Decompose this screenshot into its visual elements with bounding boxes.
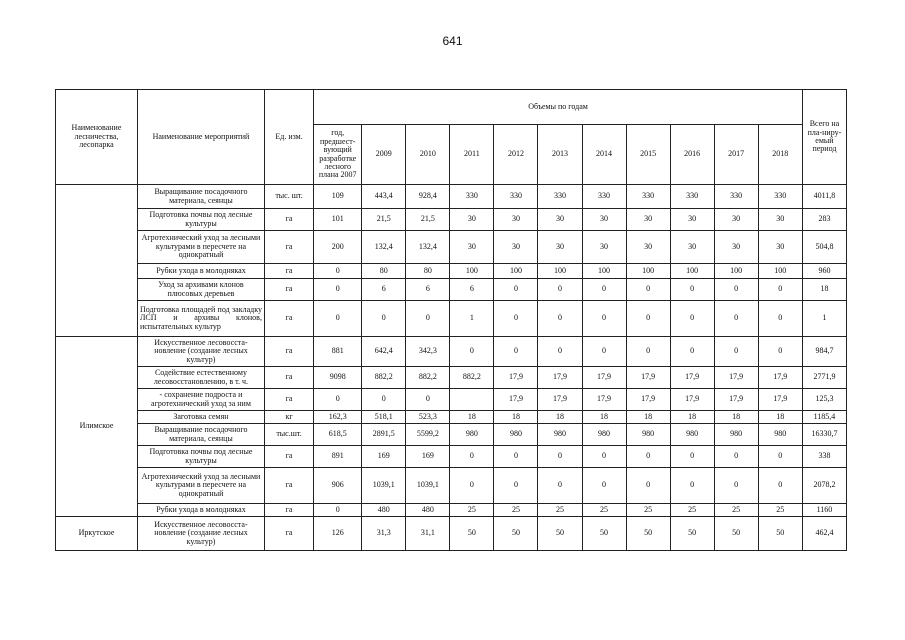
value-cell: 30 — [494, 209, 538, 231]
value-cell: 30 — [670, 231, 714, 264]
value-cell: 18 — [450, 411, 494, 424]
value-cell: 18 — [538, 411, 582, 424]
activity-name: Рубки ухода в молодняках — [137, 264, 264, 279]
value-cell: 518,1 — [362, 411, 406, 424]
table-row — [56, 424, 847, 446]
activity-name: Выращивание посадочного материала, сеянцы — [137, 185, 264, 209]
value-cell: 0 — [626, 446, 670, 468]
total-cell: 984,7 — [802, 337, 846, 367]
value-cell: 6 — [362, 279, 406, 301]
unit-cell: кг — [264, 411, 313, 424]
value-cell: 132,4 — [362, 231, 406, 264]
table-row — [56, 411, 847, 424]
activity-name: - сохранение подроста и агротехнический уход за ним — [137, 389, 264, 411]
value-cell: 330 — [450, 185, 494, 209]
value-cell: 30 — [626, 231, 670, 264]
value-cell: 330 — [494, 185, 538, 209]
value-cell: 0 — [670, 337, 714, 367]
header-volumes: Объемы по годам — [314, 90, 803, 125]
unit-cell: га — [264, 209, 313, 231]
total-cell: 4011,8 — [802, 185, 846, 209]
value-cell: 31,3 — [362, 517, 406, 551]
value-cell: 0 — [714, 337, 758, 367]
value-cell: 980 — [670, 424, 714, 446]
unit-cell: га — [264, 367, 313, 389]
table-row — [56, 279, 847, 301]
unit-cell: тыс.шт. — [264, 424, 313, 446]
table-row — [56, 468, 847, 504]
value-cell: 25 — [538, 504, 582, 517]
total-cell: 1185,4 — [802, 411, 846, 424]
total-cell: 338 — [802, 446, 846, 468]
value-cell: 126 — [314, 517, 362, 551]
value-cell: 0 — [670, 468, 714, 504]
value-cell: 80 — [362, 264, 406, 279]
value-cell: 17,9 — [494, 367, 538, 389]
header-activity: Наименование мероприятий — [137, 90, 264, 185]
unit-cell: тыс. шт. — [264, 185, 313, 209]
value-cell: 928,4 — [406, 185, 450, 209]
value-cell: 200 — [314, 231, 362, 264]
value-cell: 31,1 — [406, 517, 450, 551]
value-cell: 0 — [758, 279, 802, 301]
activity-name: Заготовка семян — [137, 411, 264, 424]
value-cell: 0 — [450, 446, 494, 468]
table-row — [56, 231, 847, 264]
total-cell: 16330,7 — [802, 424, 846, 446]
activity-name: Рубки ухода в молодняках — [137, 504, 264, 517]
value-cell: 0 — [670, 446, 714, 468]
table-row — [56, 301, 847, 337]
value-cell: 0 — [714, 468, 758, 504]
value-cell: 0 — [582, 446, 626, 468]
header-total: Всего на пла-ниру-емый период — [802, 90, 846, 185]
value-cell: 18 — [758, 411, 802, 424]
value-cell: 0 — [626, 337, 670, 367]
total-cell: 462,4 — [802, 517, 846, 551]
value-cell: 17,9 — [714, 367, 758, 389]
value-cell: 100 — [758, 264, 802, 279]
value-cell: 30 — [758, 231, 802, 264]
page-number: 641 — [442, 34, 463, 48]
forestry-name — [56, 185, 138, 337]
value-cell: 17,9 — [582, 389, 626, 411]
value-cell: 50 — [582, 517, 626, 551]
header-year: 2011 — [450, 125, 494, 185]
value-cell: 30 — [494, 231, 538, 264]
value-cell: 480 — [362, 504, 406, 517]
value-cell: 0 — [538, 337, 582, 367]
value-cell: 882,2 — [362, 367, 406, 389]
value-cell: 906 — [314, 468, 362, 504]
value-cell: 980 — [582, 424, 626, 446]
value-cell: 30 — [450, 231, 494, 264]
value-cell: 0 — [494, 337, 538, 367]
value-cell: 0 — [626, 279, 670, 301]
value-cell: 25 — [758, 504, 802, 517]
value-cell: 18 — [494, 411, 538, 424]
value-cell: 18 — [626, 411, 670, 424]
activity-name: Искусственное лесовосста-новление (создание лесных культур) — [137, 337, 264, 367]
value-cell: 30 — [626, 209, 670, 231]
activity-name: Агротехнический уход за лесными культурами в пересчете на однократный — [137, 468, 264, 504]
header-unit: Ед. изм. — [264, 90, 313, 185]
value-cell: 0 — [758, 468, 802, 504]
value-cell: 0 — [314, 504, 362, 517]
value-cell: 980 — [758, 424, 802, 446]
value-cell: 0 — [362, 301, 406, 337]
table-row — [56, 367, 847, 389]
value-cell: 100 — [450, 264, 494, 279]
header-year: 2012 — [494, 125, 538, 185]
value-cell: 0 — [626, 468, 670, 504]
value-cell: 0 — [582, 468, 626, 504]
value-cell: 30 — [450, 209, 494, 231]
value-cell: 891 — [314, 446, 362, 468]
value-cell: 0 — [538, 446, 582, 468]
value-cell: 5599,2 — [406, 424, 450, 446]
value-cell: 0 — [314, 264, 362, 279]
value-cell: 169 — [362, 446, 406, 468]
value-cell: 17,9 — [538, 389, 582, 411]
value-cell: 980 — [714, 424, 758, 446]
unit-cell: га — [264, 446, 313, 468]
total-cell: 18 — [802, 279, 846, 301]
value-cell: 50 — [714, 517, 758, 551]
value-cell: 980 — [626, 424, 670, 446]
value-cell: 0 — [314, 301, 362, 337]
value-cell: 980 — [494, 424, 538, 446]
value-cell: 0 — [626, 301, 670, 337]
value-cell: 30 — [582, 231, 626, 264]
value-cell: 21,5 — [362, 209, 406, 231]
total-cell: 2771,9 — [802, 367, 846, 389]
value-cell: 0 — [314, 279, 362, 301]
total-cell: 125,3 — [802, 389, 846, 411]
header-year: 2010 — [406, 125, 450, 185]
value-cell: 30 — [670, 209, 714, 231]
activity-name: Искусственное лесовосста-новление (создание лесных культур) — [137, 517, 264, 551]
value-cell: 0 — [670, 279, 714, 301]
value-cell: 330 — [626, 185, 670, 209]
value-cell: 100 — [714, 264, 758, 279]
value-cell: 330 — [538, 185, 582, 209]
value-cell: 0 — [714, 446, 758, 468]
value-cell: 2891,5 — [362, 424, 406, 446]
activity-name: Подготовка почвы под лесные культуры — [137, 209, 264, 231]
value-cell: 1 — [450, 301, 494, 337]
value-cell: 17,9 — [626, 367, 670, 389]
value-cell: 0 — [582, 279, 626, 301]
value-cell: 0 — [538, 279, 582, 301]
value-cell: 0 — [714, 279, 758, 301]
value-cell: 0 — [362, 389, 406, 411]
value-cell: 100 — [626, 264, 670, 279]
activity-name: Содействие естественному лесовосстановлению, в т. ч. — [137, 367, 264, 389]
value-cell: 30 — [538, 209, 582, 231]
value-cell: 50 — [626, 517, 670, 551]
value-cell: 30 — [758, 209, 802, 231]
unit-cell: га — [264, 337, 313, 367]
value-cell: 18 — [714, 411, 758, 424]
value-cell: 17,9 — [582, 367, 626, 389]
value-cell: 342,3 — [406, 337, 450, 367]
value-cell: 618,5 — [314, 424, 362, 446]
value-cell: 169 — [406, 446, 450, 468]
value-cell: 330 — [670, 185, 714, 209]
value-cell: 1039,1 — [406, 468, 450, 504]
value-cell: 30 — [714, 231, 758, 264]
value-cell: 25 — [626, 504, 670, 517]
value-cell: 25 — [494, 504, 538, 517]
unit-cell: га — [264, 301, 313, 337]
value-cell: 330 — [582, 185, 626, 209]
value-cell: 980 — [538, 424, 582, 446]
unit-cell: га — [264, 264, 313, 279]
value-cell: 1039,1 — [362, 468, 406, 504]
table-row — [56, 517, 847, 551]
value-cell: 17,9 — [626, 389, 670, 411]
value-cell: 109 — [314, 185, 362, 209]
table-row — [56, 209, 847, 231]
value-cell: 523,3 — [406, 411, 450, 424]
unit-cell: га — [264, 279, 313, 301]
activity-name: Подготовка площадей под закладку ЛСП и архивы клонов, испытательных культур — [137, 301, 264, 337]
value-cell: 18 — [670, 411, 714, 424]
value-cell: 101 — [314, 209, 362, 231]
table-row — [56, 389, 847, 411]
value-cell: 0 — [538, 301, 582, 337]
value-cell: 330 — [758, 185, 802, 209]
unit-cell: га — [264, 504, 313, 517]
value-cell: 100 — [494, 264, 538, 279]
value-cell: 480 — [406, 504, 450, 517]
value-cell: 330 — [714, 185, 758, 209]
forestry-name: Илимское — [56, 337, 138, 517]
activity-name: Агротехнический уход за лесными культурами в пересчете на однократный — [137, 231, 264, 264]
value-cell: 132,4 — [406, 231, 450, 264]
value-cell: 25 — [714, 504, 758, 517]
value-cell: 0 — [758, 301, 802, 337]
value-cell: 17,9 — [670, 367, 714, 389]
header-year: 2013 — [538, 125, 582, 185]
value-cell: 9098 — [314, 367, 362, 389]
header-year: 2014 — [582, 125, 626, 185]
value-cell: 0 — [582, 337, 626, 367]
value-cell: 0 — [758, 337, 802, 367]
value-cell: 0 — [670, 301, 714, 337]
unit-cell: га — [264, 517, 313, 551]
header-year: 2009 — [362, 125, 406, 185]
unit-cell: га — [264, 231, 313, 264]
value-cell: 25 — [582, 504, 626, 517]
value-cell: 50 — [494, 517, 538, 551]
table-row — [56, 446, 847, 468]
value-cell: 30 — [714, 209, 758, 231]
activity-name: Подготовка почвы под лесные культуры — [137, 446, 264, 468]
value-cell: 50 — [758, 517, 802, 551]
value-cell: 0 — [450, 468, 494, 504]
value-cell: 6 — [406, 279, 450, 301]
unit-cell: га — [264, 468, 313, 504]
value-cell: 18 — [582, 411, 626, 424]
value-cell: 6 — [450, 279, 494, 301]
header-year: 2016 — [670, 125, 714, 185]
total-cell: 283 — [802, 209, 846, 231]
header-year: 2017 — [714, 125, 758, 185]
value-cell: 642,4 — [362, 337, 406, 367]
value-cell: 0 — [406, 301, 450, 337]
forestry-name: Иркутское — [56, 517, 138, 551]
value-cell: 17,9 — [714, 389, 758, 411]
value-cell — [450, 389, 494, 411]
value-cell: 881 — [314, 337, 362, 367]
value-cell: 0 — [538, 468, 582, 504]
value-cell: 443,4 — [362, 185, 406, 209]
activity-name: Выращивание посадочного материала, сеянцы — [137, 424, 264, 446]
header-year: 2018 — [758, 125, 802, 185]
value-cell: 17,9 — [670, 389, 714, 411]
total-cell: 960 — [802, 264, 846, 279]
value-cell: 80 — [406, 264, 450, 279]
value-cell: 30 — [538, 231, 582, 264]
value-cell: 980 — [450, 424, 494, 446]
value-cell: 50 — [450, 517, 494, 551]
table-row — [56, 504, 847, 517]
table-row — [56, 185, 847, 209]
table-row — [56, 337, 847, 367]
value-cell: 0 — [494, 446, 538, 468]
value-cell: 882,2 — [406, 367, 450, 389]
total-cell: 2078,2 — [802, 468, 846, 504]
value-cell: 25 — [670, 504, 714, 517]
value-cell: 50 — [538, 517, 582, 551]
value-cell: 0 — [314, 389, 362, 411]
value-cell: 100 — [670, 264, 714, 279]
value-cell: 17,9 — [758, 389, 802, 411]
header-year: 2015 — [626, 125, 670, 185]
total-cell: 1160 — [802, 504, 846, 517]
value-cell: 100 — [538, 264, 582, 279]
header-forestry: Наименование лесничества, лесопарка — [56, 90, 138, 185]
value-cell: 21,5 — [406, 209, 450, 231]
value-cell: 17,9 — [758, 367, 802, 389]
value-cell: 0 — [450, 337, 494, 367]
value-cell: 30 — [582, 209, 626, 231]
header-prev-year: год, предшест-вующий разработке лесного плана 2007 — [314, 125, 362, 185]
value-cell: 17,9 — [538, 367, 582, 389]
value-cell: 17,9 — [494, 389, 538, 411]
value-cell: 50 — [670, 517, 714, 551]
value-cell: 25 — [450, 504, 494, 517]
value-cell: 0 — [758, 446, 802, 468]
value-cell: 162,3 — [314, 411, 362, 424]
unit-cell: га — [264, 389, 313, 411]
value-cell: 0 — [494, 279, 538, 301]
value-cell: 0 — [406, 389, 450, 411]
activity-name: Уход за архивами клонов плюсовых деревьев — [137, 279, 264, 301]
value-cell: 100 — [582, 264, 626, 279]
table-row — [56, 264, 847, 279]
value-cell: 882,2 — [450, 367, 494, 389]
total-cell: 1 — [802, 301, 846, 337]
value-cell: 0 — [582, 301, 626, 337]
value-cell: 0 — [714, 301, 758, 337]
total-cell: 504,8 — [802, 231, 846, 264]
value-cell: 0 — [494, 468, 538, 504]
forest-plan-table — [55, 89, 847, 551]
value-cell: 0 — [494, 301, 538, 337]
